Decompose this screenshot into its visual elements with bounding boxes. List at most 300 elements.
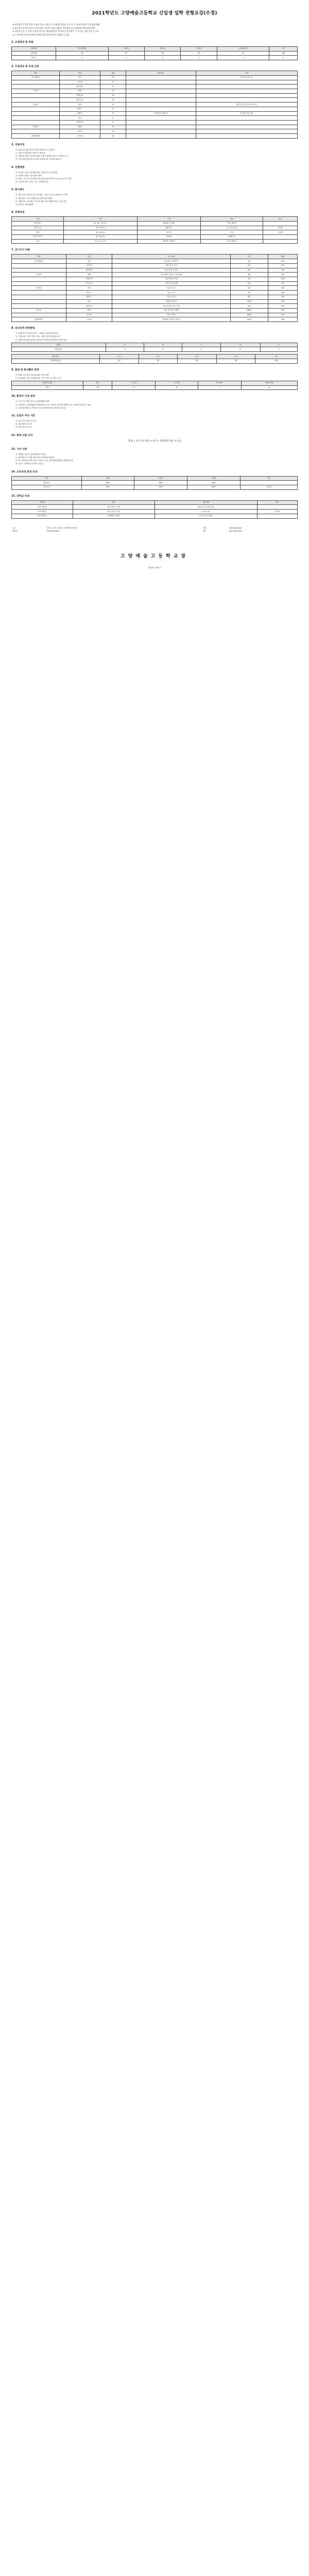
table-header-cell: 모집학과 xyxy=(12,47,56,52)
table-cell: 발레 xyxy=(66,273,112,277)
table-header-row xyxy=(12,343,298,347)
table-cell: 32 xyxy=(145,51,181,56)
table-cell xyxy=(126,80,196,84)
table-header-cell: 3~5일 xyxy=(155,381,198,385)
section-heading: 6. 전형일정 xyxy=(11,211,25,214)
table-cell: 32 xyxy=(100,134,126,139)
table-cell: 인물 및 정물 수채화 xyxy=(112,309,231,313)
table-cell: 100 xyxy=(268,268,297,273)
table-cell xyxy=(126,89,196,93)
table-cell xyxy=(257,505,297,510)
table-header-cell: B xyxy=(144,343,182,347)
table-cell xyxy=(196,107,297,111)
contact-cell: 전화 xyxy=(202,527,207,530)
table-cell: 2 xyxy=(220,347,260,352)
table-cell xyxy=(196,89,297,93)
table-cell: 1 xyxy=(108,56,144,60)
table-cell: 20 xyxy=(100,75,126,80)
table-cell xyxy=(126,98,196,103)
table-header-cell: 6~9일 xyxy=(198,381,241,385)
table-cell: 10. 30.(금) xyxy=(64,235,137,240)
table-cell: 자유곡 1곡 xyxy=(112,295,231,299)
table-header-cell: C xyxy=(182,343,221,347)
table-cell xyxy=(12,263,66,268)
table-cell: 4 xyxy=(100,121,126,125)
table-cell: 11. 2.~11. 4. xyxy=(64,239,137,244)
data-table xyxy=(11,381,298,390)
table-header-cell: 계 xyxy=(269,47,298,52)
section-heading: 10. 합격자 사정 원칙 xyxy=(11,395,35,398)
data-table xyxy=(11,71,298,139)
table-header-row xyxy=(12,255,298,259)
table-row xyxy=(12,259,298,264)
table-cell: 50% xyxy=(134,481,187,485)
section-heading: 11. 동점자 처리 기준 xyxy=(11,414,35,417)
section-line: 나. 봉사활동: 학교 규정에 따른 시간 기준으로 점수 부여 xyxy=(15,377,61,379)
section-line: 다. 본 요강에 명시되지 않은 사항은 본교 입학전형위원회의 결정에 따름 xyxy=(15,460,74,462)
table-cell xyxy=(263,221,298,226)
table-cell: 100 xyxy=(268,295,297,299)
table-cell: 10 xyxy=(100,93,126,98)
table-cell: 점수 xyxy=(12,385,83,390)
table-header-row xyxy=(12,476,298,481)
table-header-cell: 세부전공 xyxy=(126,71,196,76)
table-header-cell: 문예창작과 xyxy=(217,47,269,52)
table-row xyxy=(12,304,298,309)
table-header-row xyxy=(12,217,298,222)
notice-line: ※ 원서접수는 일반 전형 등록된 학교 소재지 시·도(영재·오재를 주로 내 시·도)에 마감일 전 학교에 제출 xyxy=(12,23,100,26)
table-row xyxy=(12,56,298,60)
table-cell: 5분 xyxy=(230,268,268,273)
table-cell: 7 xyxy=(198,385,241,390)
table-row xyxy=(12,84,298,89)
table-cell: 실기 후 xyxy=(137,230,201,235)
table-cell: 3분 xyxy=(230,273,268,277)
table-cell: 수업료 일부 xyxy=(154,510,257,514)
table-cell: 작곡 xyxy=(66,299,112,304)
table-cell: 3분 xyxy=(230,281,268,286)
table-row xyxy=(12,107,298,111)
issue-date: 2020년 7월 일 xyxy=(148,566,161,569)
table-cell: 5분 xyxy=(230,295,268,299)
table-header-row xyxy=(12,47,298,52)
table-header-cell: 계 xyxy=(255,354,297,359)
table-row xyxy=(12,134,298,139)
data-table xyxy=(11,343,298,352)
table-cell: 10. 19.~10. 21. xyxy=(64,221,137,226)
table-cell: 160 xyxy=(269,51,298,56)
table-cell: 100 xyxy=(268,273,297,277)
table-cell: 100 xyxy=(268,304,297,309)
section-line: 나. 접수장소: 본교 행정실 및 온라인 원서접수 xyxy=(15,197,53,199)
table-cell: 32 xyxy=(108,51,144,56)
table-cell: 음악과 xyxy=(12,286,66,291)
table-row xyxy=(12,485,298,490)
table-cell: 환산점수 xyxy=(12,347,106,352)
table-header-cell: A xyxy=(106,343,144,347)
contact-cell: 031-000-0000 xyxy=(46,530,59,533)
table-row xyxy=(12,75,298,80)
table-cell: 100 xyxy=(268,286,297,291)
table-header-cell: 시간 xyxy=(230,255,268,259)
table-row xyxy=(12,291,298,295)
table-cell: 180분 xyxy=(230,309,268,313)
contact-cell: 팩스 xyxy=(202,530,207,533)
section-line: 가. 실기고사 성적 우수자 xyxy=(15,419,36,422)
table-row xyxy=(12,295,298,299)
table-cell: 관현악 xyxy=(60,111,100,116)
table-cell xyxy=(126,121,196,125)
table-header-cell: 2-1 xyxy=(100,354,139,359)
table-cell: 자유곡 연주 또는 가창 xyxy=(112,304,231,309)
table-cell: 한국무용 xyxy=(60,98,100,103)
notice-line: ※ 그 외 추정 전형 대 현장 사정에 따라 일정 일부가 변경할 수 있음 xyxy=(12,33,70,36)
table-cell: 5 xyxy=(269,56,298,60)
section-heading: 4. 전형방법 xyxy=(11,166,25,169)
contact-cell: 031-000-0000 xyxy=(229,530,242,533)
table-cell: 60% xyxy=(187,485,241,490)
table-row xyxy=(12,510,298,514)
table-header-cell: 3-2 xyxy=(216,354,255,359)
table-cell: 10 xyxy=(83,385,112,390)
table-cell xyxy=(257,514,297,518)
table-row xyxy=(12,263,298,268)
table-row xyxy=(12,385,298,390)
section-line: 나. 반영교과: 국어, 영어, 수학, 사회, 과학 및 예술교과 xyxy=(15,335,60,338)
section-line: 라. 동점자 처리 기준은 학교 규정에 따름 xyxy=(15,181,48,183)
table-cell: 작곡 xyxy=(60,116,100,121)
table-cell xyxy=(126,107,196,111)
table-cell: 연기 xyxy=(66,259,112,264)
section-line: 가. 실기고사 성적 순으로 모집정원을 선발 xyxy=(15,400,49,403)
table-cell: 피아노 xyxy=(60,107,100,111)
table-cell: 16 xyxy=(100,125,126,129)
table-cell: 14:00 xyxy=(137,235,201,240)
table-header-cell: 비고 xyxy=(257,500,297,505)
table-row xyxy=(12,111,298,116)
table-cell: 성적 장학금 xyxy=(12,510,73,514)
table-header-row xyxy=(12,354,298,359)
table-cell: 실용음악 xyxy=(60,121,100,125)
table-header-cell: D xyxy=(220,343,260,347)
table-cell: 8 xyxy=(100,111,126,116)
table-row xyxy=(12,103,298,107)
table-row xyxy=(12,481,298,485)
table-cell: 노래, 연기, 안무 xyxy=(112,263,231,268)
table-header-row xyxy=(12,500,298,505)
table-cell: 100 xyxy=(268,299,297,304)
section-heading: 3. 지원자격 xyxy=(11,143,25,146)
table-cell: 홈페이지 xyxy=(201,235,263,240)
table-cell: 6 xyxy=(241,385,297,390)
table-cell: 피아노 xyxy=(66,291,112,295)
table-cell xyxy=(263,235,298,240)
table-cell: 4 xyxy=(100,116,126,121)
table-cell xyxy=(12,121,60,125)
table-cell xyxy=(12,268,66,273)
table-cell: 시·소설 xyxy=(66,317,112,322)
table-row xyxy=(12,514,298,518)
table-row xyxy=(12,226,298,230)
data-table xyxy=(11,354,298,363)
table-cell: 실기 성적 우수자 xyxy=(73,505,154,510)
table-cell: 시·소설 xyxy=(60,134,100,139)
section-line: 가. 제출한 서류는 일체 반환하지 않음 xyxy=(15,453,46,455)
table-cell: 8 xyxy=(155,385,198,390)
table-row xyxy=(12,268,298,273)
data-table xyxy=(11,476,298,490)
table-row xyxy=(12,121,298,125)
table-cell xyxy=(12,295,66,299)
table-header-cell: 고사 내용 xyxy=(112,255,231,259)
table-cell xyxy=(12,304,66,309)
table-cell: 5분 xyxy=(230,304,268,309)
table-header-cell: 구분 xyxy=(12,217,64,222)
table-header-cell: 비고 xyxy=(240,476,297,481)
table-cell: 문예창작과 xyxy=(12,134,60,139)
table-cell: 1 xyxy=(56,56,109,60)
table-cell: 학급수 xyxy=(12,56,56,60)
table-row xyxy=(12,98,298,103)
table-cell: 100 xyxy=(268,277,297,282)
table-header-row xyxy=(12,71,298,76)
section-heading: 1. 모집학과 및 정원 xyxy=(11,41,33,44)
table-cell: 3 xyxy=(182,347,221,352)
section-line: 가. 1단계: 실기고사(지원 학과·전공별 실기 및 면접) xyxy=(15,171,58,174)
table-cell: 100 xyxy=(268,309,297,313)
table-cell xyxy=(196,116,297,121)
table-cell: 합격자 발표 xyxy=(12,235,64,240)
table-cell: 발레 xyxy=(60,89,100,93)
data-table xyxy=(11,46,298,60)
table-cell xyxy=(126,116,196,121)
section-line: 가. 출결: 무단결석 일수에 따라 감점 적용 xyxy=(15,374,49,376)
table-cell: 10. 24.(토) xyxy=(64,226,137,230)
table-header-cell: 학과 xyxy=(12,71,60,76)
table-cell: 면접 xyxy=(12,230,64,235)
table-row xyxy=(12,277,298,282)
table-header-cell: 연극영화과 xyxy=(56,47,109,52)
table-cell: 반영비율(%) xyxy=(12,359,100,363)
table-cell: 학과별 xyxy=(263,226,298,230)
table-cell: 연극영화과 xyxy=(12,75,60,80)
section-line: 나. 중학교 졸업학력 검정고시 합격자 xyxy=(15,152,45,155)
contact-cell: 경기도 고양시 덕양구 고양예술고등학교 xyxy=(46,527,77,530)
table-header-cell: 무용과 xyxy=(108,47,144,52)
table-cell: 수업료 및 급식비 xyxy=(154,514,257,518)
table-cell: 바 및 센터 테크닉, 자유작품 xyxy=(112,273,231,277)
contact-cell: 주소 xyxy=(12,527,16,530)
table-cell xyxy=(12,80,60,84)
table-cell xyxy=(196,98,297,103)
table-cell: 100 xyxy=(268,317,297,322)
table-cell: 5분 xyxy=(230,291,268,295)
notice-list xyxy=(11,23,298,36)
table-cell xyxy=(126,93,196,98)
table-cell xyxy=(126,84,196,89)
section-line: 다. 성취도별 환산점수를 적용하여 학기별 반영비율에 따라 산출 xyxy=(15,338,67,341)
table-cell: 10 xyxy=(100,98,126,103)
table-cell: 100 xyxy=(268,281,297,286)
table-cell: 연기 xyxy=(60,75,100,80)
table-cell: 6 xyxy=(100,84,126,89)
table-cell: 현대무용 xyxy=(66,277,112,282)
table-cell: 5분 xyxy=(230,286,268,291)
table-cell: 자유연기, 지정연기 xyxy=(112,259,231,264)
table-cell: 회화 xyxy=(66,309,112,313)
table-cell: 전문교과 xyxy=(12,485,82,490)
table-cell xyxy=(126,134,196,139)
contact-table xyxy=(11,527,298,533)
table-cell: 20 xyxy=(139,359,177,363)
section-line: 나. 내신성적 우수자 xyxy=(15,423,32,426)
table-cell: 40% xyxy=(187,481,241,485)
table-cell: 4 xyxy=(144,347,182,352)
table-cell: 학기별 xyxy=(257,510,297,514)
table-cell: 백일장(주제 당일 제시) xyxy=(112,317,231,322)
table-row xyxy=(12,230,298,235)
table-header-cell: 0일 xyxy=(83,381,112,385)
section-line: 나. 2단계: 중학교 내신성적 반영 xyxy=(15,174,42,177)
table-row xyxy=(12,347,298,352)
section-heading: 14. 교육과정 편성 안내 xyxy=(11,470,38,473)
table-cell xyxy=(12,291,66,295)
table-header-cell: 미술과 xyxy=(181,47,217,52)
table-row xyxy=(12,93,298,98)
table-header-cell: 비고 xyxy=(196,71,297,76)
table-cell: 자유 연기 및 구술 xyxy=(112,268,231,273)
table-cell: 1 xyxy=(181,56,217,60)
table-cell: 100 xyxy=(268,313,297,317)
table-cell: 10. 24.(토) xyxy=(64,230,137,235)
table-cell: 악기별 인원 조정 xyxy=(196,111,297,116)
table-row xyxy=(12,51,298,56)
table-header-cell: 배점 xyxy=(268,255,297,259)
table-header-cell: 10일 이상 xyxy=(241,381,297,385)
table-header-cell: E xyxy=(260,343,297,347)
section-line: 나. 지원자가 모집정원에 미달하더라도 실기 성적이 기준에 미달할 경우 선발하지 않을 수 있음 xyxy=(15,403,91,406)
table-cell xyxy=(12,277,66,282)
table-row xyxy=(12,89,298,93)
table-cell: 기본 및 자유작품 xyxy=(112,281,231,286)
table-cell: 60% xyxy=(81,481,134,485)
table-cell: 32 xyxy=(56,51,109,56)
section-line: 다. 법령에 의하여 중학교 졸업 이상의 학력이 있다고 인정되는 자 xyxy=(15,155,68,158)
section-line: 가. 접수기간: 2020. 10. 19.(월) ~ 10. 21.(수) 09:00~17:00 xyxy=(15,194,68,196)
table-cell: 문예창작과 xyxy=(12,317,66,322)
table-cell xyxy=(12,98,60,103)
table-cell: 보통교과 xyxy=(12,481,82,485)
section-line: 나. 원서접수 후 지원 학과·전공의 변경은 불가함 xyxy=(15,456,55,459)
section-line: 라. 기타 관련 법령 및 교육청 지침에 따른 자격을 갖춘 자 xyxy=(15,158,61,161)
table-cell: 1 xyxy=(260,347,297,352)
table-cell: 1 xyxy=(145,56,181,60)
table-cell: 32 xyxy=(217,51,269,56)
table-cell xyxy=(12,111,60,116)
table-cell xyxy=(12,107,60,111)
data-table xyxy=(11,254,298,322)
table-cell: 08:30~ xyxy=(137,226,201,230)
table-cell: 32 xyxy=(181,51,217,56)
table-row xyxy=(12,235,298,240)
table-cell: 본교 xyxy=(201,230,263,235)
table-cell: 본교 각 실기실 xyxy=(201,226,263,230)
table-header-cell: 전공 xyxy=(66,255,112,259)
table-cell: 학기 성적 우수자 xyxy=(73,510,154,514)
table-cell: 본교 행정실 xyxy=(201,221,263,226)
footer xyxy=(11,527,298,569)
section-line: 다. 제출서류: 입학원서, 자기소개서, 학교생활기록부, 사진 2매 xyxy=(15,200,66,202)
table-cell: 09:00~16:00 xyxy=(137,239,201,244)
table-cell: 한국무용 xyxy=(66,281,112,286)
section-line: 가. 2021년 2월 중학교 졸업 예정자 또는 졸업자 xyxy=(15,148,55,151)
table-cell: 현대무용 xyxy=(60,93,100,98)
section-heading: 15. 장학금 안내 xyxy=(11,495,30,498)
table-cell: 디자인 xyxy=(60,129,100,134)
table-cell: 등록 xyxy=(12,239,64,244)
table-cell: 8 xyxy=(100,103,126,107)
table-row xyxy=(12,273,298,277)
table-cell: 세부 전공별 인원 조정 가능 xyxy=(196,103,297,107)
table-cell: 디자인 xyxy=(66,313,112,317)
table-cell: 1 xyxy=(217,56,269,60)
table-cell xyxy=(12,129,60,134)
table-cell xyxy=(12,93,60,98)
table-cell: 방송영상 xyxy=(60,84,100,89)
table-row xyxy=(12,309,298,313)
table-cell xyxy=(196,134,297,139)
table-cell: 실기고사 xyxy=(12,226,64,230)
table-cell: 5분 xyxy=(230,263,268,268)
table-cell: 뮤지컬 xyxy=(66,263,112,268)
table-header-cell: 학과 xyxy=(12,255,66,259)
table-cell: 180분 xyxy=(230,313,268,317)
table-cell xyxy=(12,281,66,286)
table-cell: 100 xyxy=(268,259,297,264)
table-header-cell: 지원 내용 xyxy=(154,500,257,505)
table-cell: 100 xyxy=(255,359,297,363)
table-header-cell: 구분 xyxy=(12,476,82,481)
table-cell xyxy=(12,299,66,304)
table-cell: 6 xyxy=(100,80,126,84)
table-header-cell: 3학년 xyxy=(187,476,241,481)
table-cell xyxy=(196,121,297,125)
table-cell: 30 xyxy=(178,359,216,363)
table-header-cell: 음악과 xyxy=(145,47,181,52)
section-heading: 7. 실기고사 내용 xyxy=(11,249,30,252)
table-cell xyxy=(196,125,297,129)
table-cell: 전공별 xyxy=(263,230,298,235)
table-cell: 자유곡 2곡 xyxy=(112,286,231,291)
table-cell: 자유곡 1곡 xyxy=(112,291,231,295)
table-cell: 09:00~17:00 xyxy=(137,221,201,226)
table-cell: 무용과 xyxy=(12,89,60,93)
table-cell: 회화 xyxy=(60,125,100,129)
table-cell: 120분 xyxy=(230,317,268,322)
contact-row xyxy=(11,530,298,533)
table-cell: 입학 장학금 xyxy=(12,505,73,510)
table-cell xyxy=(12,313,66,317)
table-cell xyxy=(196,129,297,134)
table-row xyxy=(12,116,298,121)
sections xyxy=(11,41,298,519)
table-cell: 100 xyxy=(268,291,297,295)
table-cell: 12 xyxy=(100,89,126,93)
table-cell xyxy=(196,80,297,84)
table-cell: 9 xyxy=(112,385,155,390)
table-header-cell: 3-1 xyxy=(178,354,216,359)
document-title: 2021학년도 고양예술고등학교 신입생 입학 전형요강(수정) xyxy=(92,11,217,16)
